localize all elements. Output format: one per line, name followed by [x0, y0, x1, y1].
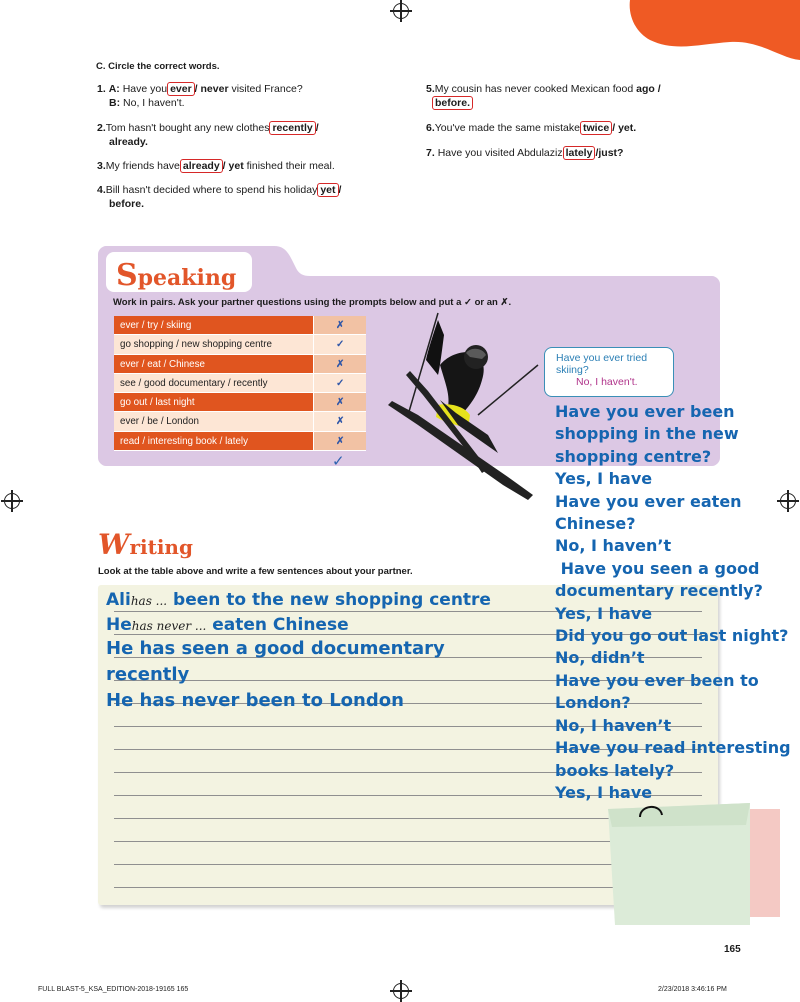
- table-row: ever / try / skiing ✗: [114, 316, 366, 335]
- writing-sentence-1: Alihas ... been to the new shopping centre: [106, 590, 491, 610]
- extra-check-mark: ✓: [332, 452, 345, 470]
- answer-line: shopping centre?: [555, 446, 712, 466]
- answer-line: No, I haven’t: [555, 536, 672, 556]
- skier-illustration: [378, 305, 548, 505]
- speaking-title: Speaking: [116, 258, 237, 293]
- answer-line: Yes, I have: [555, 782, 653, 802]
- question-1: 1. A: Have you ever / never visited France? B: No, I haven't.: [97, 83, 303, 109]
- table-row: ever / be / London ✗: [114, 412, 366, 431]
- answer-line: shopping in the new: [555, 424, 739, 444]
- bubble-answer: No, I haven't.: [576, 376, 638, 388]
- circled-answer: already: [180, 159, 223, 173]
- footer-right: 2/23/2018 3:46:16 PM: [658, 986, 727, 993]
- circled-answer: ever: [167, 82, 195, 96]
- question-2: 2.Tom hasn't bought any new clothes recently / already.: [97, 122, 319, 148]
- answer-line: Have you ever been: [555, 402, 735, 421]
- answer-line: Did you go out last night?: [555, 626, 789, 646]
- answer-line: documentary recently?: [555, 581, 763, 601]
- speaking-instruction: Work in pairs. Ask your partner questions using the prompts below and put a ✓ or an ✗.: [113, 297, 512, 308]
- answer-line: Have you read interesting: [555, 738, 791, 758]
- registration-mark-icon: [4, 493, 20, 509]
- question-6: 6.You've made the same mistake twice / yet.: [426, 122, 637, 134]
- writing-sentence-4: recently: [106, 664, 190, 685]
- answer-line: Have you seen a good: [555, 558, 760, 578]
- orange-corner-shape: [580, 0, 800, 60]
- speech-bubble: [544, 347, 674, 397]
- table-row: ever / eat / Chinese ✗: [114, 355, 366, 374]
- writing-sentence-5: He has never been to London: [106, 690, 404, 711]
- writing-sentence-3: He has seen a good documentary: [106, 638, 445, 659]
- bubble-question: Have you ever tried skiing?: [556, 352, 648, 376]
- shopping-bag-illustration: [600, 795, 785, 930]
- writing-instruction: Look at the table above and write a few sentences about your partner.: [98, 566, 413, 577]
- typed-answers: [555, 401, 795, 804]
- writing-title: Writing: [98, 528, 193, 561]
- answer-line: Yes, I have: [555, 469, 653, 489]
- exercise-c-heading: C. Circle the correct words.: [96, 61, 220, 72]
- answer-line: No, didn’t: [555, 648, 645, 668]
- question-7: 7. Have you visited Abdulaziz lately /just?: [426, 147, 624, 159]
- question-3: 3.My friends have already / yet finished their meal.: [97, 160, 335, 172]
- table-row: go out / last night ✗: [114, 393, 366, 412]
- circled-answer: before.: [432, 96, 473, 110]
- answer-line: Have you ever been to: [555, 670, 759, 690]
- answer-line: London?: [555, 693, 631, 713]
- circled-answer: lately: [563, 146, 596, 160]
- prompts-table: [114, 316, 366, 451]
- table-row: read / interesting book / lately ✗: [114, 432, 366, 451]
- circled-answer: yet: [317, 183, 338, 197]
- answer-line: No, I haven’t: [555, 715, 672, 735]
- answer-line: Have you ever eaten: [555, 491, 742, 511]
- footer-left: FULL BLAST-5_KSA_EDITION-2018-19165 165: [38, 986, 189, 993]
- table-row: go shopping / new shopping centre ✓: [114, 335, 366, 354]
- registration-mark-icon: [393, 983, 409, 999]
- registration-mark-icon: [393, 3, 409, 19]
- answer-line: books lately?: [555, 760, 675, 780]
- circled-answer: twice: [580, 121, 612, 135]
- circled-answer: recently: [269, 121, 315, 135]
- writing-sentence-2: Hehas never ... eaten Chinese: [106, 615, 349, 635]
- table-row: see / good documentary / recently ✓: [114, 374, 366, 393]
- answer-line: Yes, I have: [555, 603, 653, 623]
- answer-line: Chinese?: [555, 514, 636, 534]
- page-number: 165: [724, 944, 741, 955]
- question-5: 5.My cousin has never cooked Mexican food ago / before.: [426, 83, 661, 109]
- question-4: 4.Bill hasn't decided where to spend his holiday yet / before.: [97, 184, 342, 210]
